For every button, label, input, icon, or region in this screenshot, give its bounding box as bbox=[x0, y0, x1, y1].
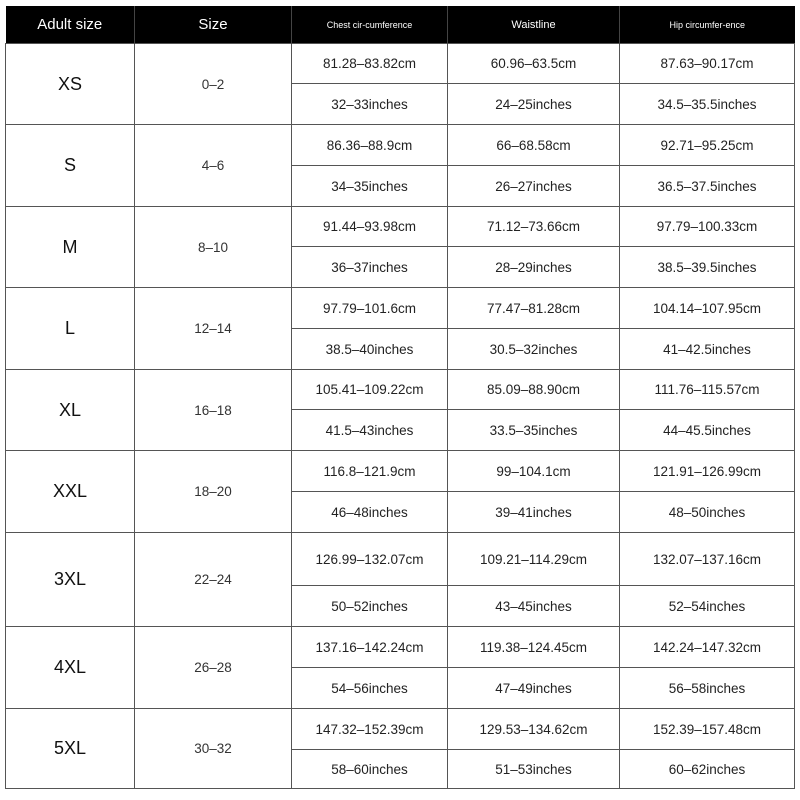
size-range: 26–28 bbox=[135, 627, 292, 709]
hip-inches: 41–42.5inches bbox=[620, 329, 795, 370]
table-row bbox=[6, 451, 795, 492]
size-range: 16–18 bbox=[135, 370, 292, 451]
header-hip: Hip circumfer-ence bbox=[620, 6, 795, 44]
waist-cm: 77.47–81.28cm bbox=[448, 288, 620, 329]
chest-cm: 97.79–101.6cm bbox=[292, 288, 448, 329]
waist-inches: 33.5–35inches bbox=[448, 410, 620, 451]
chest-cm: 147.32–152.39cm bbox=[292, 709, 448, 750]
waist-cm: 71.12–73.66cm bbox=[448, 207, 620, 247]
table-row bbox=[6, 44, 795, 84]
waist-inches: 47–49inches bbox=[448, 668, 620, 709]
size-label: 5XL bbox=[6, 709, 135, 789]
waist-inches: 24–25inches bbox=[448, 84, 620, 125]
waist-inches: 43–45inches bbox=[448, 586, 620, 627]
waist-cm: 109.21–114.29cm bbox=[448, 533, 620, 586]
header-waist: Waistline bbox=[448, 6, 620, 44]
chest-inches: 54–56inches bbox=[292, 668, 448, 709]
size-label: XXL bbox=[6, 451, 135, 533]
size-range: 12–14 bbox=[135, 288, 292, 370]
hip-cm: 132.07–137.16cm bbox=[620, 533, 795, 586]
waist-inches: 51–53inches bbox=[448, 750, 620, 789]
hip-cm: 142.24–147.32cm bbox=[620, 627, 795, 668]
header-row bbox=[6, 6, 795, 44]
chest-inches: 38.5–40inches bbox=[292, 329, 448, 370]
size-range: 4–6 bbox=[135, 125, 292, 207]
chest-inches: 46–48inches bbox=[292, 492, 448, 533]
table-row bbox=[6, 709, 795, 750]
chest-inches: 41.5–43inches bbox=[292, 410, 448, 451]
hip-cm: 97.79–100.33cm bbox=[620, 207, 795, 247]
hip-inches: 48–50inches bbox=[620, 492, 795, 533]
size-label: 4XL bbox=[6, 627, 135, 709]
waist-inches: 30.5–32inches bbox=[448, 329, 620, 370]
chest-cm: 81.28–83.82cm bbox=[292, 44, 448, 84]
size-chart-table bbox=[5, 6, 795, 789]
chest-cm: 86.36–88.9cm bbox=[292, 125, 448, 166]
chest-cm: 105.41–109.22cm bbox=[292, 370, 448, 410]
size-label: 3XL bbox=[6, 533, 135, 627]
size-range: 22–24 bbox=[135, 533, 292, 627]
size-label: XS bbox=[6, 44, 135, 125]
chest-cm: 91.44–93.98cm bbox=[292, 207, 448, 247]
hip-cm: 87.63–90.17cm bbox=[620, 44, 795, 84]
chest-inches: 34–35inches bbox=[292, 166, 448, 207]
chest-inches: 58–60inches bbox=[292, 750, 448, 789]
waist-inches: 26–27inches bbox=[448, 166, 620, 207]
table-row bbox=[6, 627, 795, 668]
table-row bbox=[6, 125, 795, 166]
size-range: 8–10 bbox=[135, 207, 292, 288]
size-range: 0–2 bbox=[135, 44, 292, 125]
size-label: M bbox=[6, 207, 135, 288]
table-row bbox=[6, 288, 795, 329]
size-label: S bbox=[6, 125, 135, 207]
hip-inches: 60–62inches bbox=[620, 750, 795, 789]
table-row bbox=[6, 207, 795, 247]
header-adult-size: Adult size bbox=[6, 6, 135, 44]
waist-cm: 60.96–63.5cm bbox=[448, 44, 620, 84]
hip-inches: 38.5–39.5inches bbox=[620, 247, 795, 288]
hip-cm: 104.14–107.95cm bbox=[620, 288, 795, 329]
waist-cm: 129.53–134.62cm bbox=[448, 709, 620, 750]
chest-cm: 126.99–132.07cm bbox=[292, 533, 448, 586]
chest-inches: 50–52inches bbox=[292, 586, 448, 627]
table-row bbox=[6, 370, 795, 410]
hip-inches: 34.5–35.5inches bbox=[620, 84, 795, 125]
hip-inches: 36.5–37.5inches bbox=[620, 166, 795, 207]
hip-cm: 92.71–95.25cm bbox=[620, 125, 795, 166]
chest-cm: 137.16–142.24cm bbox=[292, 627, 448, 668]
table-row bbox=[6, 533, 795, 586]
size-label: L bbox=[6, 288, 135, 370]
hip-cm: 121.91–126.99cm bbox=[620, 451, 795, 492]
hip-cm: 152.39–157.48cm bbox=[620, 709, 795, 750]
waist-inches: 39–41inches bbox=[448, 492, 620, 533]
waist-inches: 28–29inches bbox=[448, 247, 620, 288]
waist-cm: 119.38–124.45cm bbox=[448, 627, 620, 668]
hip-inches: 52–54inches bbox=[620, 586, 795, 627]
chest-inches: 36–37inches bbox=[292, 247, 448, 288]
hip-cm: 111.76–115.57cm bbox=[620, 370, 795, 410]
size-range: 30–32 bbox=[135, 709, 292, 789]
size-label: XL bbox=[6, 370, 135, 451]
header-size: Size bbox=[135, 6, 292, 44]
chest-cm: 116.8–121.9cm bbox=[292, 451, 448, 492]
waist-cm: 85.09–88.90cm bbox=[448, 370, 620, 410]
size-range: 18–20 bbox=[135, 451, 292, 533]
waist-cm: 66–68.58cm bbox=[448, 125, 620, 166]
chest-inches: 32–33inches bbox=[292, 84, 448, 125]
hip-inches: 56–58inches bbox=[620, 668, 795, 709]
waist-cm: 99–104.1cm bbox=[448, 451, 620, 492]
hip-inches: 44–45.5inches bbox=[620, 410, 795, 451]
header-chest: Chest cir-cumference bbox=[292, 6, 448, 44]
